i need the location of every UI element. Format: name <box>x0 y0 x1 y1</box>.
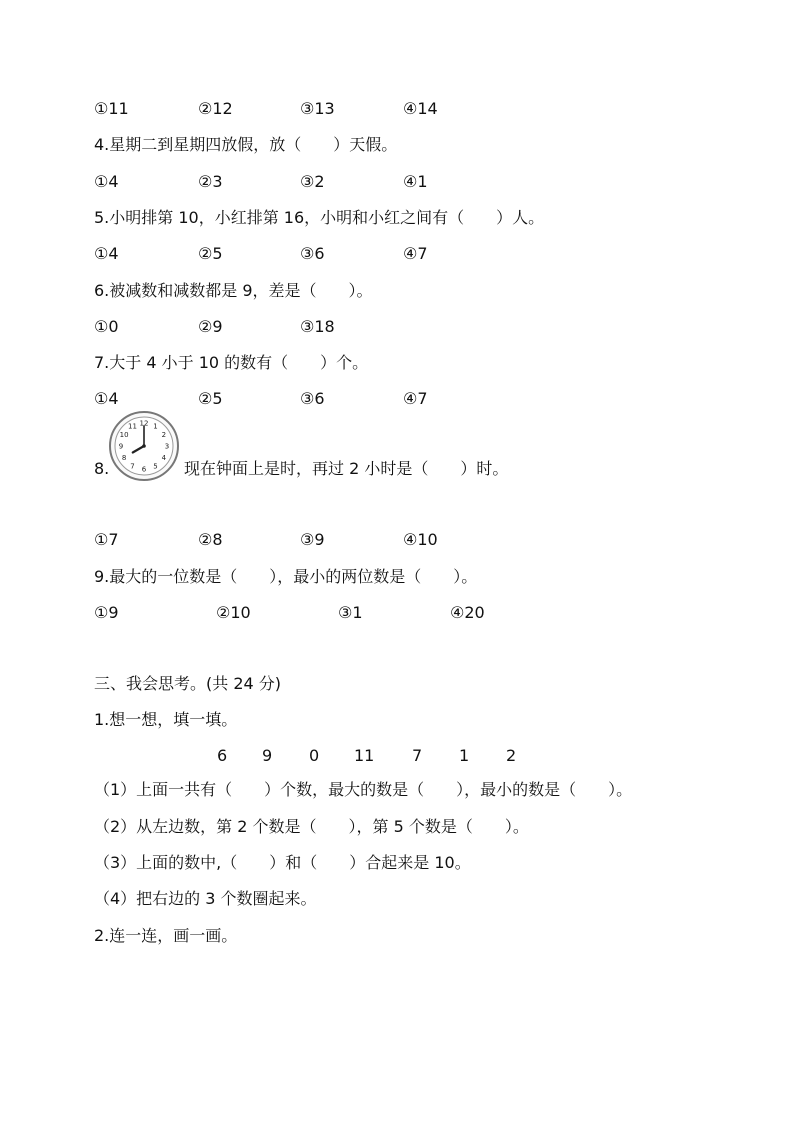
q4-text: 4.星期二到星期四放假，放（ ）天假。 <box>94 135 398 154</box>
q7-option-3: ③6 <box>300 389 325 408</box>
section3-q1-sub3: （3）上面的数中,（ ）和（ ）合起来是 10。 <box>94 853 471 872</box>
clock-numeral: 2 <box>161 431 167 439</box>
q6-option-3: ③18 <box>300 317 335 336</box>
q9-option-3: ③1 <box>338 603 363 622</box>
clock-numeral: 10 <box>119 431 129 439</box>
clock-numeral: 5 <box>153 462 158 471</box>
clock-numeral: 12 <box>139 419 149 428</box>
section3-q1-sub4: （4）把右边的 3 个数圈起来。 <box>94 889 317 908</box>
number-item: 9 <box>262 746 273 765</box>
q9-option-1: ①9 <box>94 603 119 622</box>
number-item: 11 <box>354 746 375 765</box>
q4-option-3: ③2 <box>300 172 325 191</box>
q5-option-1: ①4 <box>94 244 119 263</box>
q8-option-2: ②8 <box>198 530 223 549</box>
section3-q2-title: 2.连一连，画一画。 <box>94 926 238 945</box>
q6-text: 6.被减数和减数都是 9，差是（ ）。 <box>94 281 373 300</box>
number-item: 7 <box>412 746 423 765</box>
q4-option-4: ④1 <box>403 172 428 191</box>
section3-q1-sub2: （2）从左边数，第 2 个数是（ ），第 5 个数是（ ）。 <box>94 817 529 836</box>
q3-option-4: ④14 <box>403 99 438 118</box>
q8-number: 8. <box>94 459 110 478</box>
number-item: 2 <box>506 746 517 765</box>
clock-numeral: 9 <box>118 442 124 451</box>
q7-option-1: ①4 <box>94 389 119 408</box>
clock-numeral: 11 <box>128 422 137 431</box>
q5-option-2: ②5 <box>198 244 223 263</box>
clock-numeral: 4 <box>161 454 167 462</box>
clock-numeral: 6 <box>141 465 147 474</box>
section3-title: 三、我会思考。(共 24 分) <box>94 674 282 693</box>
q6-option-2: ②9 <box>198 317 223 336</box>
q5-option-3: ③6 <box>300 244 325 263</box>
q9-option-4: ④20 <box>450 603 485 622</box>
number-item: 6 <box>217 746 228 765</box>
q9-text: 9.最大的一位数是（ ），最小的两位数是（ ）。 <box>94 567 478 586</box>
q5-text: 5.小明排第 10，小红排第 16，小明和小红之间有（ ）人。 <box>94 208 545 227</box>
section3-q1-title: 1.想一想，填一填。 <box>94 710 238 729</box>
q3-option-2: ②12 <box>198 99 233 118</box>
clock-numeral: 1 <box>153 422 158 431</box>
q5-option-4: ④7 <box>403 244 428 263</box>
clock-numeral: 3 <box>164 442 170 451</box>
clock-numeral: 8 <box>121 454 127 462</box>
q8-option-1: ①7 <box>94 530 119 549</box>
q9-option-2: ②10 <box>216 603 251 622</box>
q3-option-3: ③13 <box>300 99 335 118</box>
q8-option-4: ④10 <box>403 530 438 549</box>
section3-q1-sub1: （1）上面一共有（ ）个数，最大的数是（ ），最小的数是（ ）。 <box>94 780 633 799</box>
clock-numeral: 7 <box>130 462 135 471</box>
q4-option-2: ②3 <box>198 172 223 191</box>
q8-option-3: ③9 <box>300 530 325 549</box>
q7-option-4: ④7 <box>403 389 428 408</box>
number-item: 0 <box>309 746 320 765</box>
q4-option-1: ①4 <box>94 172 119 191</box>
q7-option-2: ②5 <box>198 389 223 408</box>
q7-text: 7.大于 4 小于 10 的数有（ ）个。 <box>94 353 369 372</box>
q8-text: 现在钟面上是时，再过 2 小时是（ ）时。 <box>184 459 509 478</box>
q3-option-1: ①11 <box>94 99 129 118</box>
clock-icon <box>108 410 180 482</box>
q6-option-1: ①0 <box>94 317 119 336</box>
number-item: 1 <box>459 746 470 765</box>
